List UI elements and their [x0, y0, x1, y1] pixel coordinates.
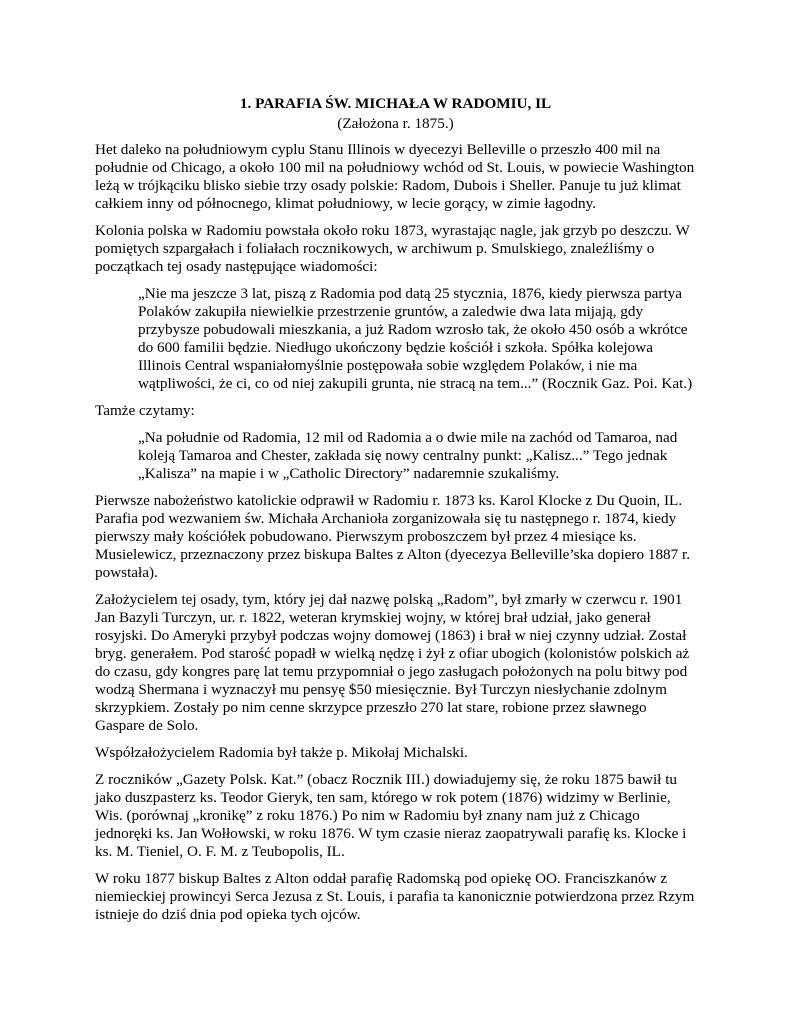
block-quote-kalisz: „Na południe od Radomia, 12 mil od Radomia a o dwie mile na zachód od Tamaroa, nad koleją Tamaroa and Chester, zakłada się nowy centralny punkt: „Kalisz...” Tego jednak „Kalisza” na mapie i w „Catholic Directory” nadaremnie szukaliśmy. [138, 429, 678, 482]
paragraph-franciscans: W roku 1877 biskup Baltes z Alton oddał parafię Radomską pod opiekę OO. Franciszkanów z niemieckiej prowincyi Serca Jezusa z St. Louis, i parafia ta kanonicznie potwierdzona przez Rzym istnieje do dziś dnia pod opieka tych ojców. [95, 870, 695, 923]
paragraph-tamze: Tamże czytamy: [95, 402, 195, 419]
document-subtitle: (Założona r. 1875.) [337, 115, 454, 132]
paragraph-founder: Założycielem tej osady, tym, który jej dał nazwę polską „Radom”, był zmarły w czerwcu r. 1901 Jan Bazyli Turczyn, ur. r. 1822, weteran krymskiej wojny, w której brał udział, jako generał rosyjski. Do Ameryki przybył podczas wojny domowej (1863) i brał w niej czynny udział. Został bryg. generałem. Pod starość popadł w wielką nędzę i żył z ofiar ubogich (kolonistów polskich aż do czasu, gdy kongres parę lat temu przypomniał o jego zasługach położonych na polu bitwy pod wodzą Shermana i wyznaczył mu pensyę $50 miesięcznie. Był Turczyn niesłychanie zdolnym skrzypkiem. Zostały po nim cenne skrzypce przeszło 270 lat stare, robione przez sławnego Gaspare de Solo. [95, 591, 690, 734]
paragraph-first-mass: Pierwsze nabożeństwo katolickie odprawił w Radomiu r. 1873 ks. Karol Klocke z Du Quoin, IL. Parafia pod wezwaniem św. Michała Archanioła zorganizowała się tu następnego r. 1874, kiedy pierwszy mały kościółek pobudowano. Pierwszym proboszczem był przez 4 miesiące ks. Musielewicz, przeznaczony przez biskupa Baltes z Alton (dyecezya Belleville’ska dopiero 1887 r. powstała). [95, 492, 691, 581]
document-title: 1. PARAFIA ŚW. MICHAŁA W RADOMIU, IL [239, 95, 552, 112]
paragraph-colony: Kolonia polska w Radomiu powstała około roku 1873, wyrastając nagle, jak grzyb po deszczu. W pomiętych szpargałach i foliałach rocznikowych, w archiwum p. Smulskiego, znaleźliśmy o początkach tej osady następujące wiadomości: [95, 222, 690, 275]
block-quote-radom: „Nie ma jeszcze 3 lat, piszą z Radomia pod datą 25 stycznia, 1876, kiedy pierwsza partya Polaków zakupiła niewielkie przestrzenie gruntów, a zaledwie dwa lata mijają, gdy przybysze pobudowali mieszkania, a już Radom wzrosło tak, że około 450 osób a wkrótce do 600 familii będzie. Niedługo ukończony będzie kościół i szkoła. Spółka kolejowa Illinois Central wspaniałomyślnie postępowała sobie względem Polaków, i nie ma wątpliwości, że ci, co od niej zakupili grunta, nie stracą na tem...” (Rocznik Gaz. Poi. Kat.) [138, 285, 693, 392]
paragraph-intro: Het daleko na południowym cyplu Stanu Illinois w dyecezyi Belleville o przeszło 400 mil na południe od Chicago, a około 100 mil na południowy wchód od St. Louis, w powiecie Washington leżą w trójkąciku blisko siebie trzy osady polskie: Radom, Dubois i Sheller. Panuje tu już klimat całkiem inny od północnego, klimat południowy, w lecie gorący, w zimie łagodny. [95, 141, 695, 212]
paragraph-yearbooks: Z roczników „Gazety Polsk. Kat.” (obacz Rocznik III.) dowiadujemy się, że roku 1875 bawił tu jako duszpasterz ks. Teodor Gieryk, ten sam, którego w rok potem (1876) widzimy w Berlinie, Wis. (porównaj „kronikę” z roku 1876.) Po nim w Radomiu był znany nam już z Chicago jednoręki ks. Jan Wołłowski, w roku 1876. W tym czasie nieraz zaopatrywali parafię ks. Klocke i ks. M. Tieniel, O. F. M. z Teubopolis, IL. [95, 771, 687, 860]
paragraph-cofounder: Współzałożycielem Radomia był także p. Mikołaj Michalski. [95, 744, 468, 761]
